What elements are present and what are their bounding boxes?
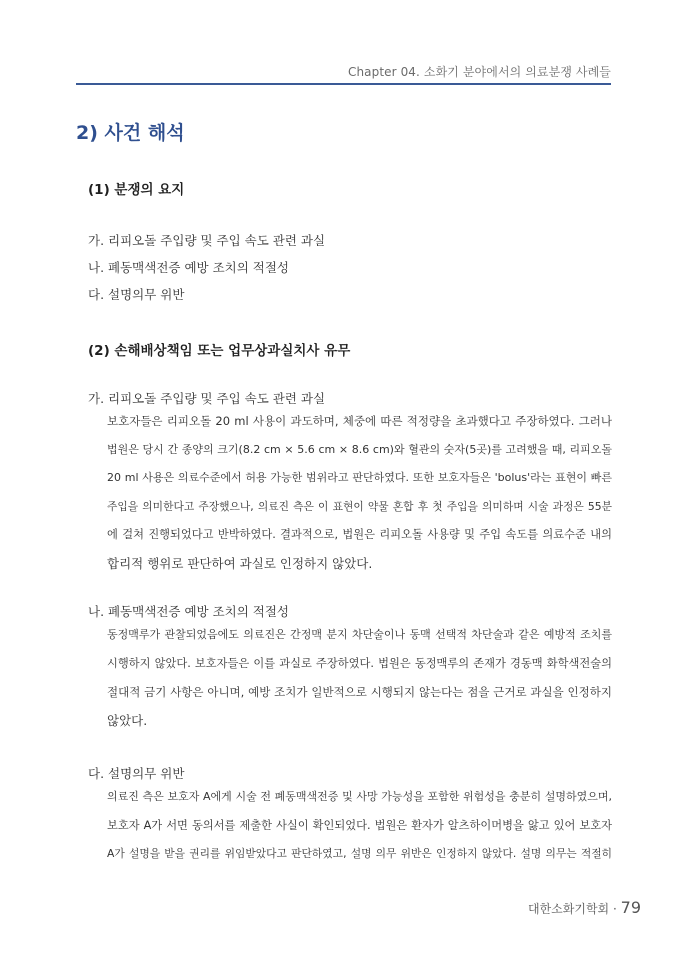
liability-heading: (2) 손해배상책임 또는 업무상과실치사 유무	[88, 343, 351, 359]
paragraph-line: 합리적 행위로 판단하여 과실로 인정하지 않았다.	[107, 555, 373, 571]
paragraph-line: 주입을 의미한다고 주장했으나, 의료진 측은 이 표현이 약물 혼합 후 첫 주입을 의미하며 시술 과정은 55분	[107, 499, 612, 513]
running-header: Chapter 04. 소화기 분야에서의 의료분쟁 사례들	[347, 65, 611, 79]
footer-separator: ·	[612, 902, 617, 916]
paragraph-line: 의료진 측은 보호자 A에게 시술 전 폐동맥색전증 및 사망 가능성을 포함한 위험성을 충분히 설명하였으며,	[107, 790, 612, 803]
page-number: 79	[620, 898, 641, 917]
header-divider	[76, 83, 611, 85]
paragraph-line: 않았다.	[107, 712, 148, 728]
paragraph-line: 보호자들은 리피오돌 20 ml 사용이 과도하며, 체중에 따른 적정량을 초과했다고 주장하였다. 그러나	[107, 414, 612, 428]
summary-item-b: 나. 폐동맥색전증 예방 조치의 적절성	[88, 260, 289, 275]
liability-item-b-label: 나. 폐동맥색전증 예방 조치의 적절성	[88, 604, 289, 619]
paragraph-line: 법원은 당시 간 종양의 크기(8.2 cm × 5.6 cm × 8.6 cm)와 혈관의 숫자(5곳)를 고려했을 때, 리피오돌	[107, 442, 612, 456]
paragraph-line: 에 걸쳐 진행되었다고 반박하였다. 결과적으로, 법원은 리피오돌 사용량 및 주입 속도를 의료수준 내의	[107, 528, 612, 541]
liability-item-a-label: 가. 리피오돌 주입량 및 주입 속도 관련 과실	[88, 391, 326, 406]
paragraph-line: 보호자 A가 서면 동의서를 제출한 사실이 확인되었다. 법원은 환자가 알츠하이머병을 앓고 있어 보호자	[107, 818, 612, 832]
paragraph-line: 20 ml 사용은 의료수준에서 허용 가능한 범위라고 판단하였다. 또한 보호자들은 'bolus'라는 표현이 빠른	[107, 471, 612, 484]
summary-item-a: 가. 리피오돌 주입량 및 주입 속도 관련 과실	[88, 233, 326, 248]
paragraph-line: 시행하지 않았다. 보호자들은 이를 과실로 주장하였다. 법원은 동정맥루의 존재가 경동맥 화학색전술의	[107, 656, 612, 670]
paragraph-line: A가 설명을 받을 권리를 위임받았다고 판단하였고, 설명 의무 위반은 인정하지 않았다. 설명 의무는 적절히	[107, 847, 612, 860]
dispute-summary-heading: (1) 분쟁의 요지	[88, 182, 185, 198]
liability-item-a-paragraph	[107, 407, 612, 578]
summary-item-c: 다. 설명의무 위반	[88, 287, 185, 302]
section-title: 2) 사건 해석	[76, 122, 185, 144]
paragraph-line: 동정맥루가 관찰되었음에도 의료진은 간정맥 분지 차단술이나 동맥 선택적 차단술과 같은 예방적 조치를	[107, 628, 612, 641]
liability-item-c-label: 다. 설명의무 위반	[88, 766, 185, 781]
liability-item-c-paragraph	[107, 783, 612, 869]
liability-item-b-paragraph	[107, 621, 612, 735]
society-name: 대한소화기학회	[528, 902, 610, 916]
page-footer	[528, 898, 641, 917]
paragraph-line: 절대적 금기 사항은 아니며, 예방 조치가 일반적으로 시행되지 않는다는 점을 근거로 과실을 인정하지	[107, 685, 612, 699]
